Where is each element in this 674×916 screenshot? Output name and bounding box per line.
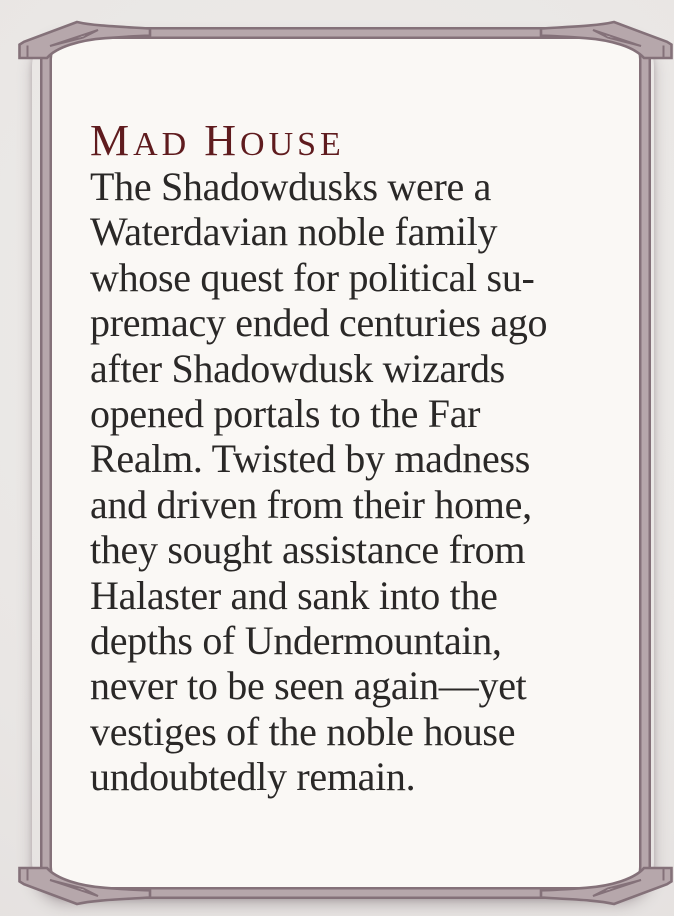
title-word2-initial: H [204, 116, 241, 165]
sidebar-title [90, 118, 600, 164]
sidebar-content [90, 118, 600, 800]
body-line: they sought assistance from [90, 527, 526, 573]
body-line: and driven from their home, [90, 481, 532, 527]
body-line: Waterdavian noble family [90, 209, 498, 255]
body-line: Halaster and sank into the [90, 572, 498, 618]
body-line: undoubtedly remain. [90, 754, 416, 800]
body-line: premacy ended centuries ago [90, 300, 548, 346]
body-line: after Shadowdusk wizards [90, 345, 505, 391]
body-line: vestiges of the noble house [90, 708, 516, 754]
body-paragraph [90, 164, 600, 800]
body-line: opened portals to the Far [90, 391, 481, 437]
body-line: whose quest for political su- [90, 254, 535, 300]
title-word2-smallcaps: OUSE [240, 126, 345, 163]
title-word1-initial: M [90, 116, 134, 165]
body-line: The Shadowdusks were a [90, 164, 492, 209]
body-line: never to be seen again—yet [90, 663, 527, 709]
body-line: Realm. Twisted by madness [90, 436, 531, 482]
title-word1-smallcaps: AD [133, 126, 191, 163]
body-line: depths of Undermountain, [90, 618, 502, 664]
